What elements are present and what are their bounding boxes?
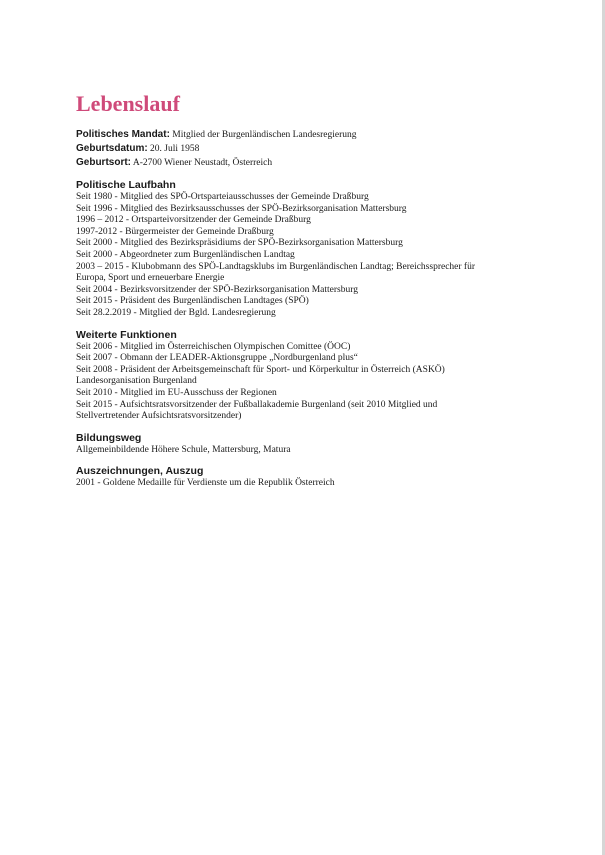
list-item: Seit 2004 - Bezirksvorsitzender der SPÖ-Bezirksorganisation Mattersburg: [76, 284, 358, 295]
section-heading: Weiterte Funktionen: [76, 328, 177, 341]
cv-document: [76, 92, 556, 490]
section-awards: [76, 465, 556, 490]
mandate-row: [76, 128, 556, 142]
page-title: Lebenslauf: [76, 91, 180, 116]
birthdate-value: 20. Juli 1958: [150, 144, 200, 154]
birthplace-label: Geburtsort:: [76, 157, 131, 168]
birthdate-row: [76, 142, 556, 156]
list-item: Seit 2007 - Obmann der LEADER-Aktionsgruppe „Nordburgenland plus“: [76, 353, 358, 364]
section-heading: Auszeichnungen, Auszug: [76, 465, 204, 478]
list-item: Landesorganisation Burgenland: [76, 376, 197, 387]
awards-list: [76, 478, 556, 490]
list-item: 2001 - Goldene Medaille für Verdienste um die Republik Österreich: [76, 478, 335, 489]
list-item: Seit 28.2.2019 - Mitglied der Bgld. Landesregierung: [76, 307, 276, 318]
list-item: Seit 2015 - Aufsichtsratsvorsitzender der Fußballakademie Burgenland (seit 2010 Mitglied und: [76, 399, 438, 410]
section-political-career: [76, 179, 556, 320]
functions-list: [76, 342, 556, 423]
list-item: Seit 2006 - Mitglied im Österreichischen Olympischen Comittee (ÖOC): [76, 341, 351, 352]
list-item: Seit 2000 - Abgeordneter zum Burgenländischen Landtag: [76, 249, 295, 260]
list-item: Seit 2015 - Präsident des Burgenländischen Landtages (SPÖ): [76, 296, 309, 307]
mandate-label: Politisches Mandat:: [76, 129, 170, 140]
mandate-value: Mitglied der Burgenländischen Landesregierung: [172, 130, 357, 140]
section-heading: Politische Laufbahn: [76, 179, 176, 191]
list-item: Allgemeinbildende Höhere Schule, Mattersburg, Matura: [76, 444, 291, 455]
list-item: Europa, Sport und erneuerbare Energie: [76, 273, 225, 284]
birthplace-value: A-2700 Wiener Neustadt, Österreich: [132, 158, 273, 168]
list-item: Seit 2010 - Mitglied im EU-Ausschuss der Regionen: [76, 387, 277, 398]
list-item: Stellvertretender Aufsichtsratsvorsitzender): [76, 411, 242, 422]
personal-info: [76, 128, 556, 170]
section-education: [76, 432, 556, 457]
birthdate-label: Geburtsdatum:: [76, 143, 148, 154]
section-further-functions: [76, 329, 556, 423]
list-item: Seit 2000 - Mitglied des Bezirkspräsidiums der SPÖ-Bezirksorganisation Mattersburg: [76, 238, 403, 249]
list-item: Seit 2008 - Präsident der Arbeitsgemeinschaft für Sport- und Körperkultur in Österreich (ASKÖ): [76, 364, 445, 375]
birthplace-row: [76, 156, 556, 170]
list-item: 2003 – 2015 - Klubobmann des SPÖ-Landtagsklubs im Burgenländischen Landtag; Bereichssprecher für: [76, 261, 476, 272]
list-item: Seit 1996 - Mitglied des Bezirksausschusses der SPÖ-Bezirksorganisation Mattersburg: [76, 203, 407, 214]
list-item: Seit 1980 - Mitglied des SPÖ-Ortsparteiausschusses der Gemeinde Draßburg: [76, 192, 369, 202]
career-list: [76, 192, 556, 320]
list-item: 1997-2012 - Bürgermeister der Gemeinde Draßburg: [76, 226, 274, 237]
list-item: 1996 – 2012 - Ortsparteivorsitzender der Gemeinde Draßburg: [76, 215, 311, 226]
education-list: [76, 445, 556, 457]
section-heading: Bildungsweg: [76, 431, 142, 444]
